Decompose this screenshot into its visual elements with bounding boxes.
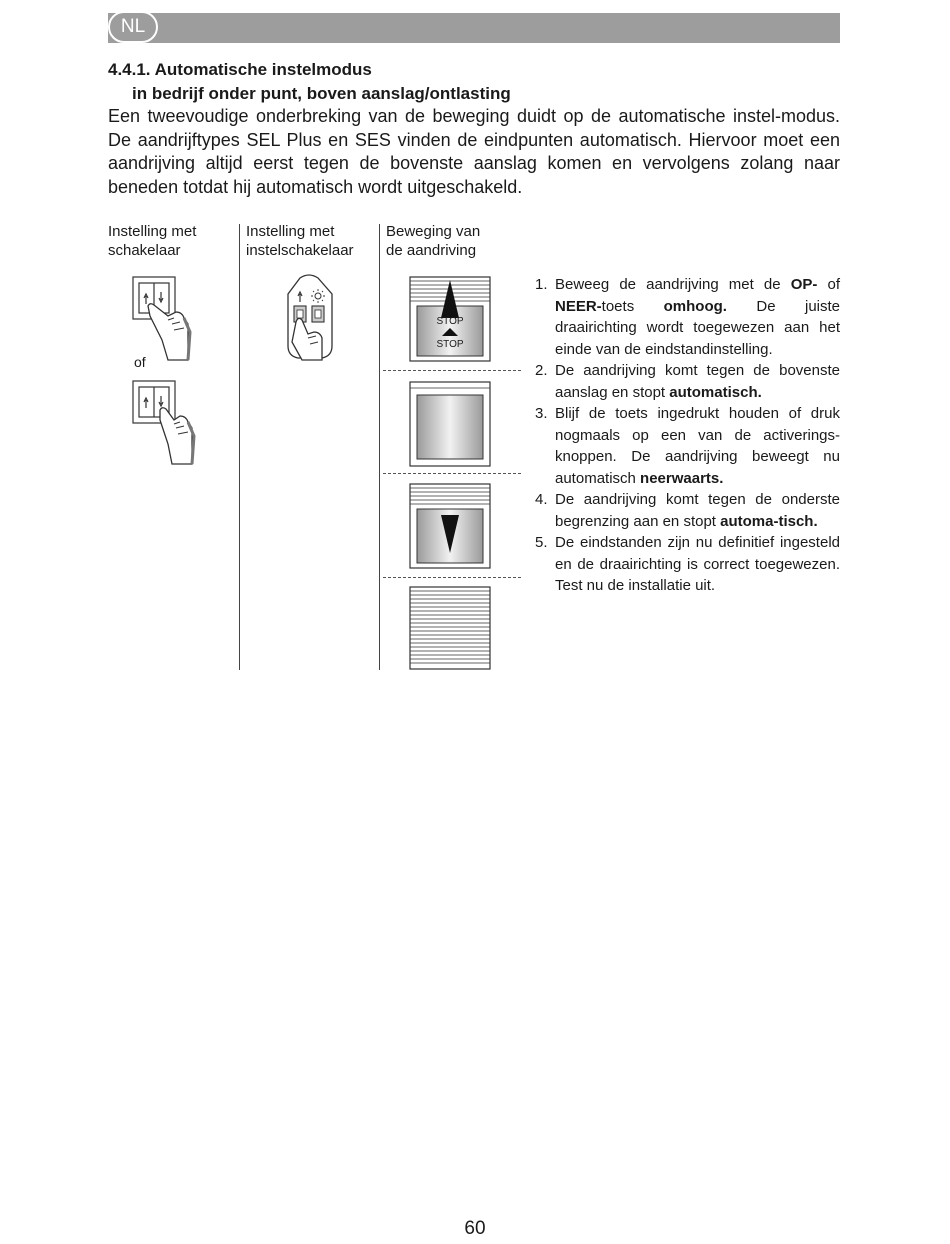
column-header-line: instelschakelaar <box>246 242 354 259</box>
step-item <box>535 403 840 489</box>
column-header-switch <box>108 222 196 260</box>
step-text-bold: NEER- <box>555 297 602 315</box>
section-heading <box>108 58 511 106</box>
column-header-line: Instelling met <box>108 223 197 240</box>
step-number: 3. <box>535 405 548 422</box>
step-item <box>535 360 840 403</box>
step-item <box>535 274 840 360</box>
step-text: De eindstanden zijn nu definitief ingesteld en de draairichting is correct toegewezen. Test nu de installatie uit. <box>555 534 840 594</box>
column-divider <box>239 224 240 670</box>
step-text: De aandrijving komt tegen de bovenste aanslag en stopt <box>555 362 840 401</box>
stop-label: STOP <box>436 339 464 350</box>
blind-moving-down-icon <box>409 483 491 569</box>
dashed-separator <box>383 473 521 474</box>
column-header-setting-switch <box>246 222 354 260</box>
column-header-line: de aandriving <box>386 242 477 259</box>
step-text-bold: automa-tisch. <box>720 512 818 530</box>
step-text-bold: automatisch. <box>669 383 762 401</box>
step-number: 1. <box>535 276 548 293</box>
heading-line-1: 4.4.1. Automatische instelmodus <box>108 60 372 79</box>
step-text-bold: neerwaarts. <box>640 469 724 487</box>
step-number: 5. <box>535 534 548 551</box>
step-item <box>535 489 840 532</box>
column-header-line: Beweging van <box>386 223 481 240</box>
step-text-bold: omhoog. <box>663 297 727 315</box>
intro-paragraph: Een tweevoudige onderbreking van de beweging duidt op de automatische instel-modus. De aandrijftypes SEL Plus en SES vinden de eindpunten automatisch. Hiervoor moet een aandrijving altijd eerst tegen de bovenste aanslag komen en vervolgens zolang naar beneden totdat hij automatisch wordt uitgeschakeld. <box>108 106 840 197</box>
step-text: of <box>817 276 840 293</box>
step-text: Beweeg de aandrijving met de <box>555 276 791 293</box>
step-text: toets <box>601 297 664 315</box>
blind-closed-icon <box>409 586 491 672</box>
dashed-separator <box>383 370 521 371</box>
setting-switch-hand-icon <box>278 272 340 364</box>
column-header-line: schakelaar <box>108 242 181 259</box>
stop-label: STOP <box>436 316 464 327</box>
step-text-bold: OP- <box>790 276 818 293</box>
column-divider <box>379 224 380 670</box>
or-label: of <box>134 354 146 370</box>
steps-list <box>535 274 840 597</box>
step-text: Blijf de toets ingedrukt houden of druk nogmaals op een van de activerings-knoppen. De aandrijving beweegt nu automatisch <box>555 405 840 487</box>
step-number: 2. <box>535 362 548 379</box>
page-number: 60 <box>464 1218 486 1239</box>
dashed-separator <box>383 577 521 578</box>
header-bar <box>108 13 840 43</box>
heading-line-2: in bedrijf onder punt, boven aanslag/ontlasting <box>132 84 511 103</box>
step-item <box>535 532 840 597</box>
step-text: De aandrijving komt tegen de onderste begrenzing aan en stopt <box>555 491 840 530</box>
step-text: De juiste draairichting wordt toegewezen aan het einde van de eindstandinstelling. <box>555 297 841 358</box>
column-header-drive-movement <box>386 222 480 260</box>
language-badge: NL <box>108 11 158 43</box>
wall-switch-hand-icon <box>128 376 210 472</box>
blind-open-icon <box>409 381 491 467</box>
column-header-line: Instelling met <box>246 223 335 240</box>
step-number: 4. <box>535 491 548 508</box>
